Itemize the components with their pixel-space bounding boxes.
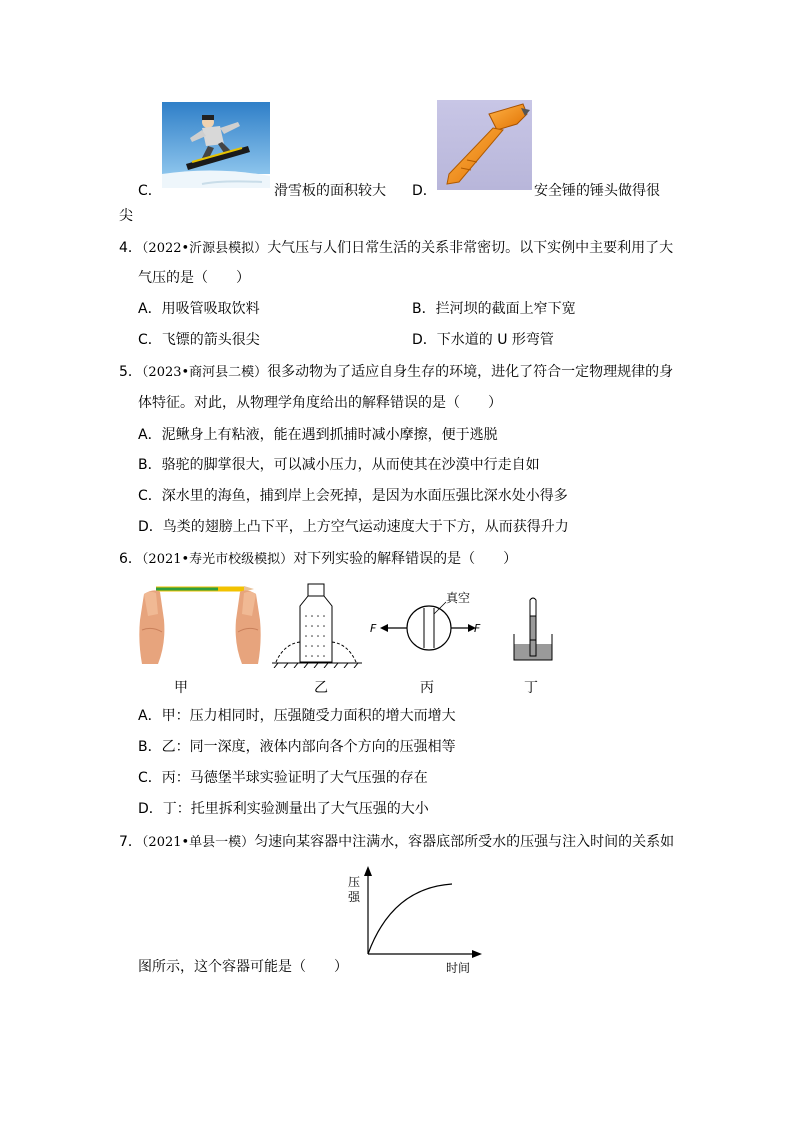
q3-option-d-cont: 尖: [119, 208, 133, 224]
snowboarder-image: [162, 102, 270, 188]
figure-label-yi: 乙: [314, 680, 328, 696]
q7-stem-line1: 匀速向某容器中注满水，容器底部所受水的压强与注入时间的关系如: [254, 834, 675, 850]
q5-option-d: D．鸟类的翅膀上凸下平，上方空气运动速度大于下方，从而获得升力: [138, 519, 569, 535]
figure-label-jia: 甲: [174, 680, 188, 696]
q5-option-a: A．泥鳅身上有粘液，能在遇到抓捕时减小摩擦，便于逃脱: [138, 427, 498, 443]
q4-number: 4．: [119, 240, 142, 256]
q5-stem-line2: 体特征。对此，从物理学角度给出的解释错误的是（ ）: [138, 395, 502, 411]
pressure-time-graph: [340, 858, 490, 978]
q7-number: 7．: [119, 834, 142, 850]
q4-option-d: D．下水道的 U 形弯管: [412, 332, 554, 348]
q4-stem: [119, 238, 673, 259]
q6-option-b: B．乙：同一深度，液体内部向各个方向的压强相等: [138, 739, 456, 755]
force-label-left: F: [370, 622, 377, 635]
vacuum-label: 真空: [446, 591, 471, 605]
force-label-right: F: [474, 622, 481, 635]
q5-option-c: C．深水里的海鱼，捕到岸上会死掉，是因为水面压强比深水处小得多: [138, 488, 568, 504]
q3-option-d-label: D．: [412, 183, 437, 199]
q4-source: （2022•沂源县模拟）: [141, 241, 268, 256]
torricelli-tube-diagram: [508, 596, 558, 666]
q7-source: （2021•单县一模）: [141, 835, 255, 850]
liquid-pressure-diagram: [270, 582, 366, 668]
figure-label-ding: 丁: [524, 680, 538, 696]
graph-ylabel-1: 压: [348, 875, 361, 889]
q4-option-a: A．用吸管吸取饮料: [138, 301, 260, 317]
q4-stem-line1: 大气压与人们日常生活的关系非常密切。以下实例中主要利用了大: [267, 240, 674, 256]
q6-stem: [119, 549, 517, 570]
q3-option-d-text: 安全锤的锤头做得很: [534, 183, 660, 199]
graph-ylabel-2: 强: [348, 890, 361, 904]
q6-option-d: D．丁：托里拆利实验测量出了大气压强的大小: [138, 801, 429, 817]
pencil-fingers-image: [138, 580, 262, 670]
q6-source: （2021•寿光市校级模拟）: [141, 552, 294, 567]
safety-hammer-image: [437, 100, 532, 190]
q6-option-a: A．甲：压力相同时，压强随受力面积的增大而增大: [138, 708, 456, 724]
q4-stem-line2: 气压的是（ ）: [138, 270, 250, 286]
q5-number: 5．: [119, 364, 142, 380]
q5-stem-line1: 很多动物为了适应自身生存的环境，进化了符合一定物理规律的身: [267, 364, 674, 380]
q4-option-c: C．飞镖的箭头很尖: [138, 332, 260, 348]
q7-stem-line2: 图所示，这个容器可能是（ ）: [138, 959, 348, 975]
magdeburg-hemispheres-diagram: [366, 590, 490, 666]
q3-option-c-text: 滑雪板的面积较大: [274, 183, 386, 199]
q5-option-b: B．骆驼的脚掌很大，可以减小压力，从而使其在沙漠中行走自如: [138, 457, 540, 473]
figure-label-bing: 丙: [420, 680, 434, 696]
q5-source: （2023•商河县二模）: [141, 365, 268, 380]
q5-stem: [119, 362, 673, 383]
graph-xlabel: 时间: [446, 961, 471, 975]
q6-stem-text: 对下列实验的解释错误的是（ ）: [293, 551, 518, 567]
q7-stem: [119, 832, 674, 853]
q3-option-c-label: C．: [138, 183, 162, 199]
q6-option-c: C．丙：马德堡半球实验证明了大气压强的存在: [138, 770, 428, 786]
q6-number: 6．: [119, 551, 142, 567]
q4-option-b: B．拦河坝的截面上窄下宽: [412, 301, 576, 317]
